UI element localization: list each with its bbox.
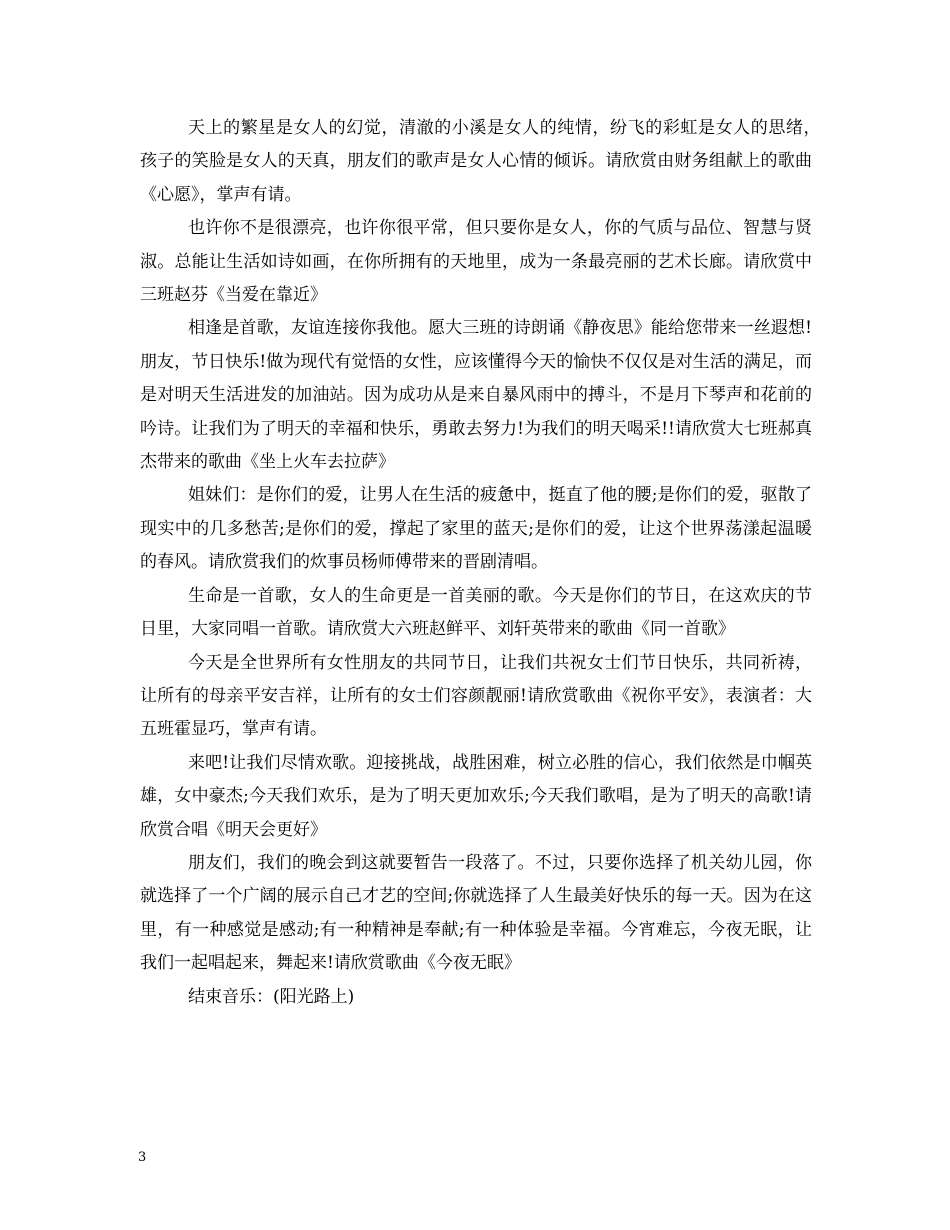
paragraph-friendship-song: 相逢是首歌，友谊连接你我他。愿大三班的诗朗诵《静夜思》能给您带来一丝遐想!朋友，节日快乐!做为现代有觉悟的女性，应该懂得今天的愉快不仅仅是对生活的满足，而是对明天生活进发的加油站。因为成功从是来自暴风雨中的搏斗，不是月下琴声和花前的吟诗。让我们为了明天的幸福和快乐，勇敢去努力!为我们的明天喝采!!请欣赏大七班郝真杰带来的歌曲《坐上火车去拉萨》 <box>140 318 812 473</box>
paragraph-life-song: 生命是一首歌，女人的生命更是一首美丽的歌。今天是你们的节日，在这欢庆的节日里，大家同唱一首歌。请欣赏大六班赵鲜平、刘轩英带来的歌曲《同一首歌》 <box>140 585 812 640</box>
paragraph-closing-remarks: 朋友们，我们的晚会到这就要暂告一段落了。不过，只要你选择了机关幼儿园，你就选择了一个广阔的展示自己才艺的空间;你就选择了人生最美好快乐的每一天。因为在这里，有一种感觉是感动;有一种精神是奉献;有一种体验是幸福。今宵难忘，今夜无眠，让我们一起唱起来，舞起来!请欣赏歌曲《今夜无眠》 <box>140 852 812 974</box>
page-number: 3 <box>138 1150 147 1165</box>
paragraph-sing-together: 来吧!让我们尽情欢歌。迎接挑战，战胜困难，树立必胜的信心，我们依然是巾帼英雄，女中豪杰;今天我们欢乐，是为了明天更加欢乐;今天我们歌唱，是为了明天的高歌!请欣赏合唱《明天会更好》 <box>140 752 812 840</box>
paragraph-sisters-love: 姐妹们：是你们的爱，让男人在生活的疲惫中，挺直了他的腰;是你们的爱，驱散了现实中的几多愁苦;是你们的爱，撑起了家里的蓝天;是你们的爱，让这个世界荡漾起温暖的春风。请欣赏我们的炊事员杨师傅带来的晋剧清唱。 <box>140 485 812 573</box>
paragraph-elegance: 也许你不是很漂亮，也许你很平常，但只要你是女人，你的气质与品位、智慧与贤淑。总能让生活如诗如画，在你所拥有的天地里，成为一条最亮丽的艺术长廊。请欣赏中三班赵芬《当爱在靠近》 <box>140 218 812 306</box>
paragraph-festival-blessing: 今天是全世界所有女性朋友的共同节日，让我们共祝女士们节日快乐，共同祈祷，让所有的母亲平安吉祥，让所有的女士们容颜靓丽!请欣赏歌曲《祝你平安》，表演者：大五班霍显巧，掌声有请。 <box>140 652 812 740</box>
paragraph-women-praise: 天上的繁星是女人的幻觉，清澈的小溪是女人的纯情，纷飞的彩虹是女人的思绪， 孩子的笑脸是女人的天真，朋友们的歌声是女人心情的倾诉。请欣赏由财务组献上的歌曲《心愿》，掌声有请。 <box>140 118 835 205</box>
paragraph-ending-music: 结束音乐：(阳光路上) <box>188 986 355 1007</box>
document-body <box>140 112 835 1014</box>
